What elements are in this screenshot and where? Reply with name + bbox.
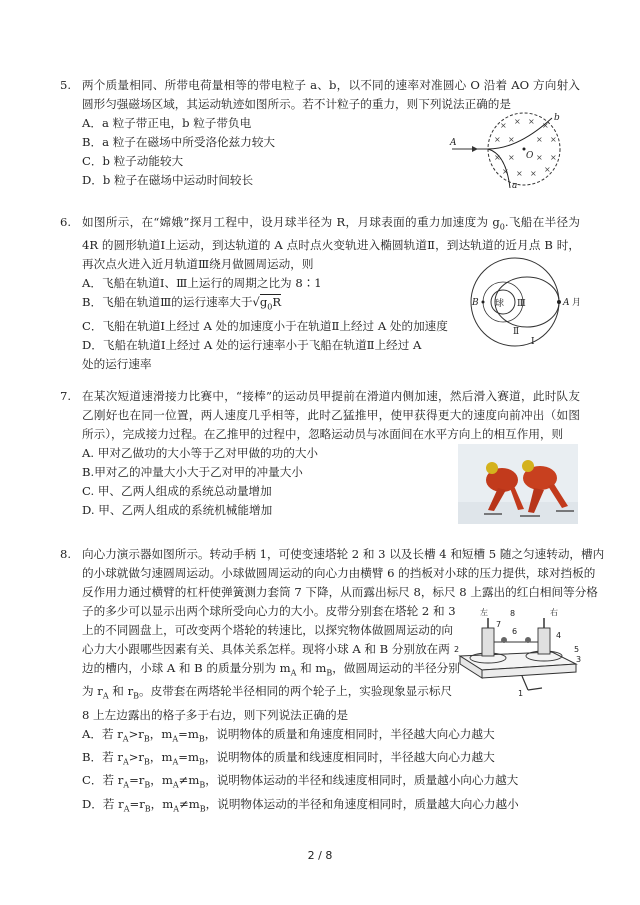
orbit-ii-label: Ⅱ bbox=[513, 327, 520, 337]
page-number: 2 / 8 bbox=[307, 849, 333, 862]
stem-line: 上的不同圆盘上，可改变两个塔轮的转速比，以探究物体做圆周运动的向 bbox=[82, 623, 454, 637]
option-a: A．a 粒子带正电，b 粒子带负电 bbox=[82, 116, 252, 130]
stem-line: 心力大小跟哪些因素有关、具体关系怎样。现将小球 A 和 B 分别放在两 bbox=[82, 642, 450, 656]
orbit-iii-label: Ⅲ bbox=[517, 299, 526, 309]
field-mark: × bbox=[544, 165, 551, 174]
option-text: B．飞船在轨道Ⅲ的运行速率大于 bbox=[82, 295, 253, 310]
stem-text: .飞船在半径为 4R 的圆形轨道Ⅰ上运动，到达轨道的 A 点时点火变轨进入椭圆轨道Ⅱ，到达轨道的近月点 B 时，再次点火进入近月轨道Ⅲ绕月做圆周运动，则 bbox=[82, 215, 580, 272]
subscript: 0 bbox=[267, 302, 273, 312]
label-7: 7 bbox=[496, 620, 502, 629]
radicand-r: R bbox=[272, 295, 282, 310]
text: 。皮带套在两塔轮半径相同的两个轮子上，实验现象显示标尺 bbox=[139, 684, 453, 699]
field-mark: × bbox=[508, 153, 515, 162]
option-b: B.甲对乙的冲量大小大于乙对甲的冲量大小 bbox=[82, 465, 303, 479]
option-c: C. 甲、乙两人组成的系统总动量增加 bbox=[82, 484, 272, 498]
centripetal-force-apparatus bbox=[452, 606, 584, 698]
option-c: C．飞船在轨道Ⅰ上经过 A 处的加速度小于在轨道Ⅱ上经过 A 处的加速度 bbox=[82, 318, 448, 333]
sqrt-icon: √ bbox=[252, 295, 260, 310]
label-5: 5 bbox=[574, 645, 580, 654]
magnetic-field-diagram bbox=[448, 112, 588, 190]
orbit-i-label: Ⅰ bbox=[531, 337, 535, 347]
trajectory-a-label: a bbox=[512, 181, 518, 190]
field-mark: × bbox=[514, 117, 521, 126]
label-6: 6 bbox=[512, 627, 518, 636]
field-mark: × bbox=[542, 121, 549, 130]
text: 为 r bbox=[82, 684, 103, 699]
option-a: A．若 $r_A>r_B$，$m_A=m_B$，说明物体的质量和角速度相同时，半径越大向心力越大 bbox=[82, 726, 495, 743]
field-mark: × bbox=[528, 117, 535, 126]
stem-line: 子的多少可以显示出两个球所受向心力的大小。皮带分别套在塔轮 2 和 3 bbox=[82, 604, 456, 618]
point-b-label: B bbox=[472, 298, 479, 308]
field-mark: × bbox=[508, 135, 515, 144]
subscript: B bbox=[326, 668, 333, 678]
field-mark: × bbox=[494, 135, 501, 144]
moon-label: 月 bbox=[572, 298, 582, 308]
question-number: 5. bbox=[60, 78, 72, 92]
option-d: D．飞船在轨道Ⅰ上经过 A 处的运行速率小于飞船在轨道Ⅱ上经过 A 处的运行速率 bbox=[82, 337, 422, 371]
text: 和 m bbox=[296, 661, 327, 675]
option-a: A. 甲对乙做功的大小等于乙对甲做的功的大小 bbox=[82, 446, 319, 460]
option-b: B．若 $r_A>r_B$，$m_A=m_B$，说明物体的质量和线速度相同时，半径越大向心力越大 bbox=[82, 749, 495, 767]
stem-line: 向心力演示器如图所示。转动手柄 1，可使变速塔轮 2 和 3 以及长槽 4 和短槽 5 随之匀速转动，槽内 bbox=[82, 547, 605, 561]
field-mark: × bbox=[502, 167, 509, 176]
stem-line: 的小球就做匀速圆周运动。小球做圆周运动的向心力由横臂 6 的挡板对小球的压力提供，球对挡板的 bbox=[82, 566, 596, 580]
option-c: C．b 粒子动能较大 bbox=[82, 154, 184, 168]
point-a-label: A bbox=[450, 138, 457, 148]
point-a-label: A bbox=[563, 298, 570, 308]
option-d: D. 甲、乙两人组成的系统机械能增加 bbox=[82, 503, 273, 517]
trajectory-b-label: b bbox=[554, 113, 560, 123]
question-number: 7. bbox=[60, 389, 72, 403]
speed-skating-photo bbox=[458, 444, 578, 524]
field-mark: × bbox=[494, 153, 501, 162]
text: 边的槽内，小球 A 和 B 的质量分别为 m bbox=[82, 661, 291, 675]
question-stem: 两个质量相同、所带电荷量相等的带电粒子 a、b，以不同的速率对准圆心 O 沿着 AO 方向射入圆形匀强磁场区域，其运动轨迹如图所示。若不计粒子的重力，则下列说法正确的是 bbox=[82, 78, 580, 111]
question-stem: 在某次短道速滑接力比赛中，“接棒”的运动员甲提前在滑道内侧加速，然后滑入赛道，此时队友乙刚好也在同一位置，两人速度几乎相等，此时乙猛推甲，使甲获得更大的速度向前冲出（如图所示），完成接力过程。在乙推甲的过程中，忽略运动员与冰面间在水平方向上的相互作用，则 bbox=[82, 389, 580, 441]
option-c: C．若 $r_A=r_B$，$m_A\ne m_B$，说明物体运动的半径和线速度相同时，质量越小向心力越大 bbox=[82, 773, 519, 790]
text: 和 r bbox=[108, 684, 134, 699]
question-number: 6. bbox=[60, 215, 72, 229]
stem-line: 8 上左边露出的格子多于右边，则下列说法正确的是 bbox=[82, 707, 349, 722]
field-mark: × bbox=[530, 169, 537, 178]
subscript: A bbox=[102, 691, 109, 701]
text: ，做圆周运动的半径分别 bbox=[332, 661, 460, 675]
question-number: 8. bbox=[60, 547, 72, 561]
option-d: D．b 粒子在磁场中运动时间较长 bbox=[82, 173, 254, 187]
subscript: B bbox=[133, 691, 140, 701]
field-mark: × bbox=[536, 153, 543, 162]
field-mark: × bbox=[500, 121, 507, 130]
left-label: 左 bbox=[480, 608, 488, 617]
field-mark: × bbox=[536, 135, 543, 144]
option-b: B．a 粒子在磁场中所受洛伦兹力较大 bbox=[82, 135, 276, 149]
option-d: D．若 $r_A=r_B$，$m_A\ne m_B$，说明物体运动的半径和角速度相同时，质量越大向心力越小 bbox=[82, 796, 519, 813]
option-a: A．飞船在轨道Ⅰ、Ⅲ上运行的周期之比为 8∶1 bbox=[82, 276, 322, 291]
field-mark: × bbox=[516, 169, 523, 178]
subscript: 0 bbox=[499, 222, 505, 232]
label-4: 4 bbox=[556, 631, 562, 640]
stem-line: 反作用力通过横臂的杠杆使弹簧测力套筒 7 下降，从而露出标尺 8，标尺 8 上露出的红白相间等分格 bbox=[82, 585, 598, 599]
radicand-g: g bbox=[259, 295, 268, 310]
moon-ball-label: 球 bbox=[495, 299, 505, 309]
label-1: 1 bbox=[518, 689, 524, 698]
orbit-diagram bbox=[455, 256, 585, 348]
subscript: A bbox=[290, 668, 297, 678]
right-label: 右 bbox=[550, 608, 558, 617]
label-2: 2 bbox=[454, 645, 460, 654]
center-o-label: O bbox=[526, 151, 534, 161]
label-3: 3 bbox=[576, 655, 582, 664]
field-mark: × bbox=[550, 153, 557, 162]
field-mark: × bbox=[550, 135, 557, 144]
stem-text: 如图所示，在“嫦娥”探月工程中，设月球半径为 R，月球表面的重力加速度为 g bbox=[82, 215, 500, 229]
label-8: 8 bbox=[510, 609, 516, 618]
radicand bbox=[259, 294, 282, 312]
